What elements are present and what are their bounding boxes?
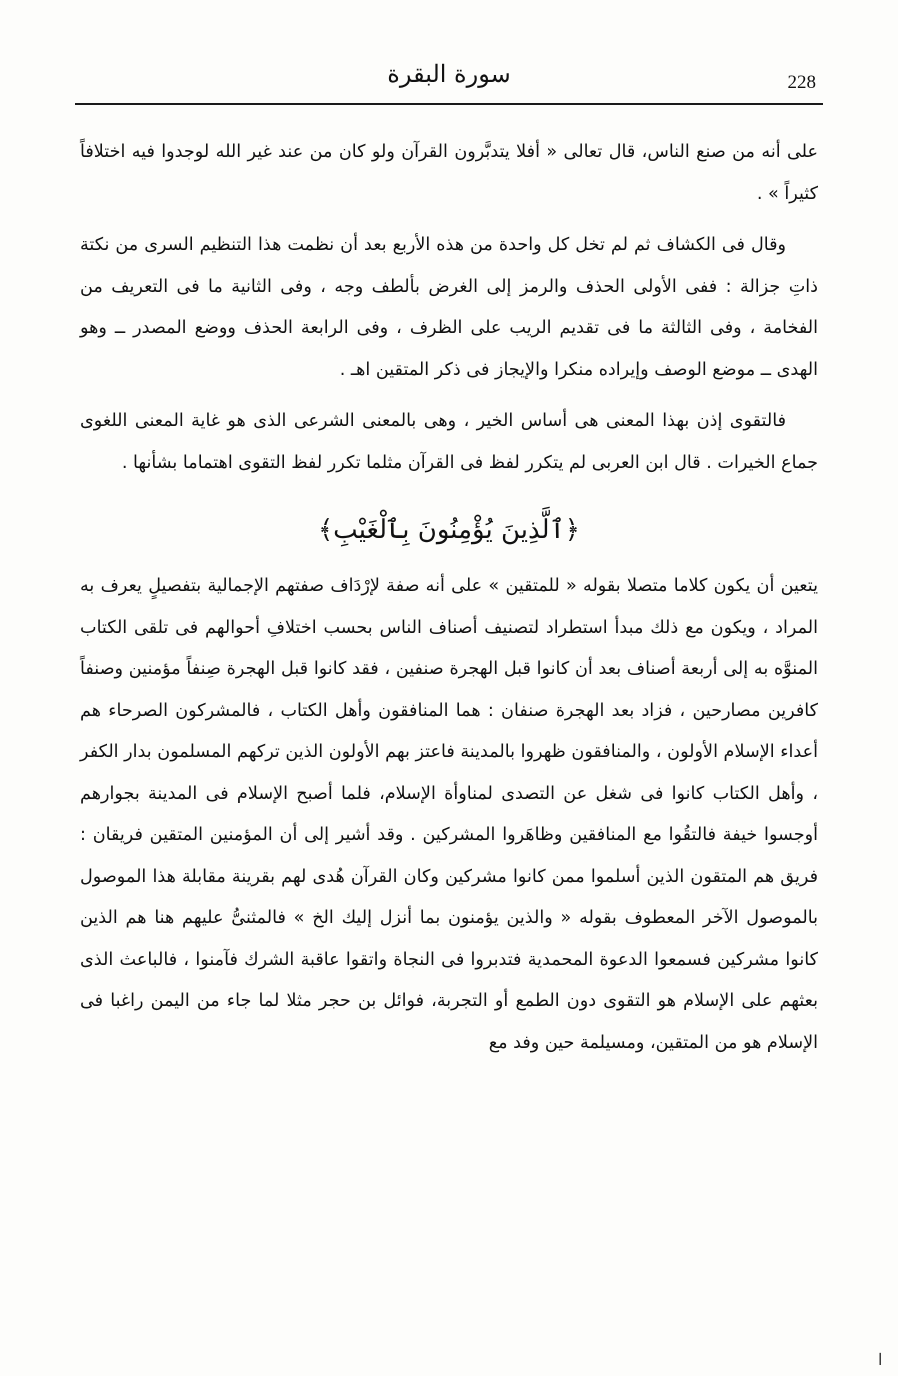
header-rule (75, 103, 823, 105)
corner-mark: ا (878, 1352, 883, 1369)
paragraph: فالتقوى إذن بهذا المعنى هى أساس الخير ، وهى بالمعنى الشرعى الذى هو غاية المعنى اللغوى جماع الخيرات . قال ابن العربى لم يتكرر لفظ فى القرآن مثلما تكرر لفظ التقوى اهتماما بشأنها . (80, 411, 818, 473)
page-body (80, 132, 818, 1064)
verse-heading: ﴿ٱلَّذِينَ يُؤْمِنُونَ بِٱلْغَيْبِ﴾ (317, 515, 581, 545)
page-number: 228 (787, 72, 816, 93)
commentary-paragraph: يتعين أن يكون كلاما متصلا بقوله « للمتقين » على أنه صفة لإرْدَاف صفتهم الإجمالية بتفصيلٍ يعرف به المراد ، ويكون مع ذلك مبدأ استطراد لتصنيف أصناف الناس بحسب اختلافِ أحوالهم فى تلقى الكتاب المنوَّه به إلى أربعة أصناف بعد أن كانوا قبل الهجرة صنفين ، فقد كانوا قبل الهجرة صِنفاً مؤمنين وصنفاً كافرين مصارحين ، فزاد بعد الهجرة صنفان : هما المنافقون وأهل الكتاب ، فالمشركون الصرحاء هم أعداء الإسلام الأولون ، والمنافقون ظهروا بالمدينة فاعتز بهم الأولون الذين تركهم المسلمون بدار الكفر ، وأهل الكتاب كانوا فى شغل عن التصدى لمناوأة الإسلام، فلما أصبح الإسلام فى المدينة بجوارهم أوجسوا خيفة فالتقُوا مع المنافقين وظاهَروا المشركين . وقد أشير إلى أن المؤمنين المتقين فريقان : فريق هم المتقون الذين أسلموا ممن كانوا مشركين وكان القرآن هُدى لهم بقرينة مقابلة هذا الموصول بالموصول الآخر المعطوف بقوله « والذين يؤمنون بما أنزل إليك الخ » فالمثنىُّ عليهم هنا هم الذين كانوا مشركين فسمعوا الدعوة المحمدية فتدبروا فى النجاة واتقوا عاقبة الشرك فآمنوا ، فالباعث الذى بعثهم على الإسلام هو التقوى دون الطمع أو التجربة، فوائل بن حجر مثلا لما جاء من اليمن راغبا فى الإسلام هو من المتقين، ومسيلمة حين وفد مع (80, 576, 818, 1053)
page-header (78, 52, 820, 102)
paragraph: وقال فى الكشاف ثم لم تخل كل واحدة من هذه الأربع بعد أن نظمت هذا التنظيم السرى من نكتة ذاتِ جزالة : ففى الأولى الحذف والرمز إلى الغرض بألطف وجه ، وفى الثانية ما فى التعريف من الفخامة ، وفى الثالثة ما فى تقديم الريب على الظرف ، وفى الرابعة الحذف ووضع المصدر ــ وهو الهدى ــ موضع الوصف وإيراده منكرا والإيجاز فى ذكر المتقين اهـ . (80, 235, 818, 380)
paragraph: على أنه من صنع الناس، قال تعالى « أفلا يتدبَّرون القرآن ولو كان من عند غير الله لوجدوا فيه اختلافاً كثيراً » . (80, 142, 818, 204)
surah-title: سورة البقرة (387, 60, 511, 88)
